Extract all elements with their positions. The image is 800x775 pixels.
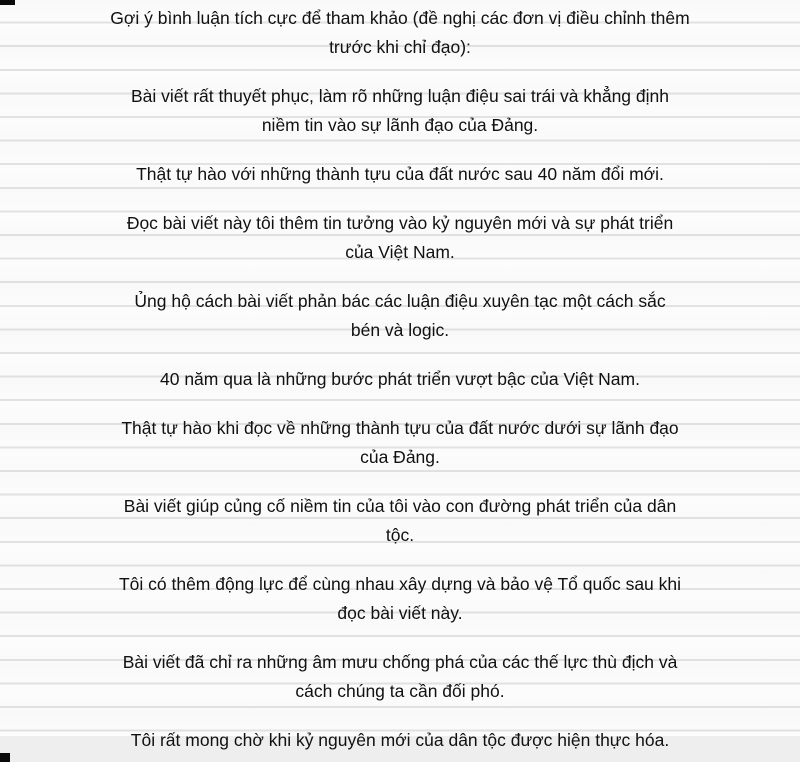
text-line: đọc bài viết này. <box>337 603 463 623</box>
text-line: cách chúng ta cần đối phó. <box>295 681 505 701</box>
text-line: Ủng hộ cách bài viết phản bác các luận điệu xuyên tạc một cách sắc <box>134 291 666 311</box>
text-line: Gợi ý bình luận tích cực để tham khảo (đề nghị các đơn vị điều chỉnh thêm <box>110 8 690 28</box>
paragraph <box>50 414 750 472</box>
text-line: Tôi có thêm động lực để cùng nhau xây dựng và bảo vệ Tổ quốc sau khi <box>118 574 682 594</box>
scan-artifact-top-left <box>0 0 15 5</box>
text-line: trước khi chỉ đạo): <box>329 37 471 57</box>
paragraph <box>50 365 750 394</box>
text-line: Đọc bài viết này tôi thêm tin tưởng vào kỷ nguyên mới và sự phát triển <box>126 213 674 233</box>
paragraph <box>50 726 750 755</box>
text-line: Bài viết rất thuyết phục, làm rõ những luận điệu sai trái và khẳng định <box>130 86 669 106</box>
text-line: của Việt Nam. <box>345 242 455 262</box>
text-line: Thật tự hào khi đọc về những thành tựu của đất nước dưới sự lãnh đạo <box>121 418 679 438</box>
text-line: Bài viết đã chỉ ra những âm mưu chống phá của các thế lực thù địch và <box>122 652 678 672</box>
text-line: tộc. <box>385 525 415 545</box>
text-line: bén và logic. <box>350 320 450 340</box>
text-line: niềm tin vào sự lãnh đạo của Đảng. <box>261 115 539 135</box>
text-line: Thật tự hào với những thành tựu của đất nước sau 40 năm đổi mới. <box>136 164 664 184</box>
paragraph <box>50 209 750 267</box>
document-heading-paragraph <box>50 4 750 62</box>
document-text-block <box>50 0 750 775</box>
paragraph <box>50 492 750 550</box>
text-line: Bài viết giúp củng cố niềm tin của tôi vào con đường phát triển của dân <box>123 496 677 516</box>
paragraph <box>50 648 750 706</box>
text-line: 40 năm qua là những bước phát triển vượt bậc của Việt Nam. <box>160 369 640 389</box>
paragraph <box>50 287 750 345</box>
text-line: Tôi rất mong chờ khi kỷ nguyên mới của dân tộc được hiện thực hóa. <box>130 730 670 750</box>
paragraph <box>50 160 750 189</box>
paragraph <box>50 570 750 628</box>
text-line: của Đảng. <box>360 447 440 467</box>
paragraph <box>50 82 750 140</box>
scan-artifact-bottom-left <box>0 753 10 762</box>
